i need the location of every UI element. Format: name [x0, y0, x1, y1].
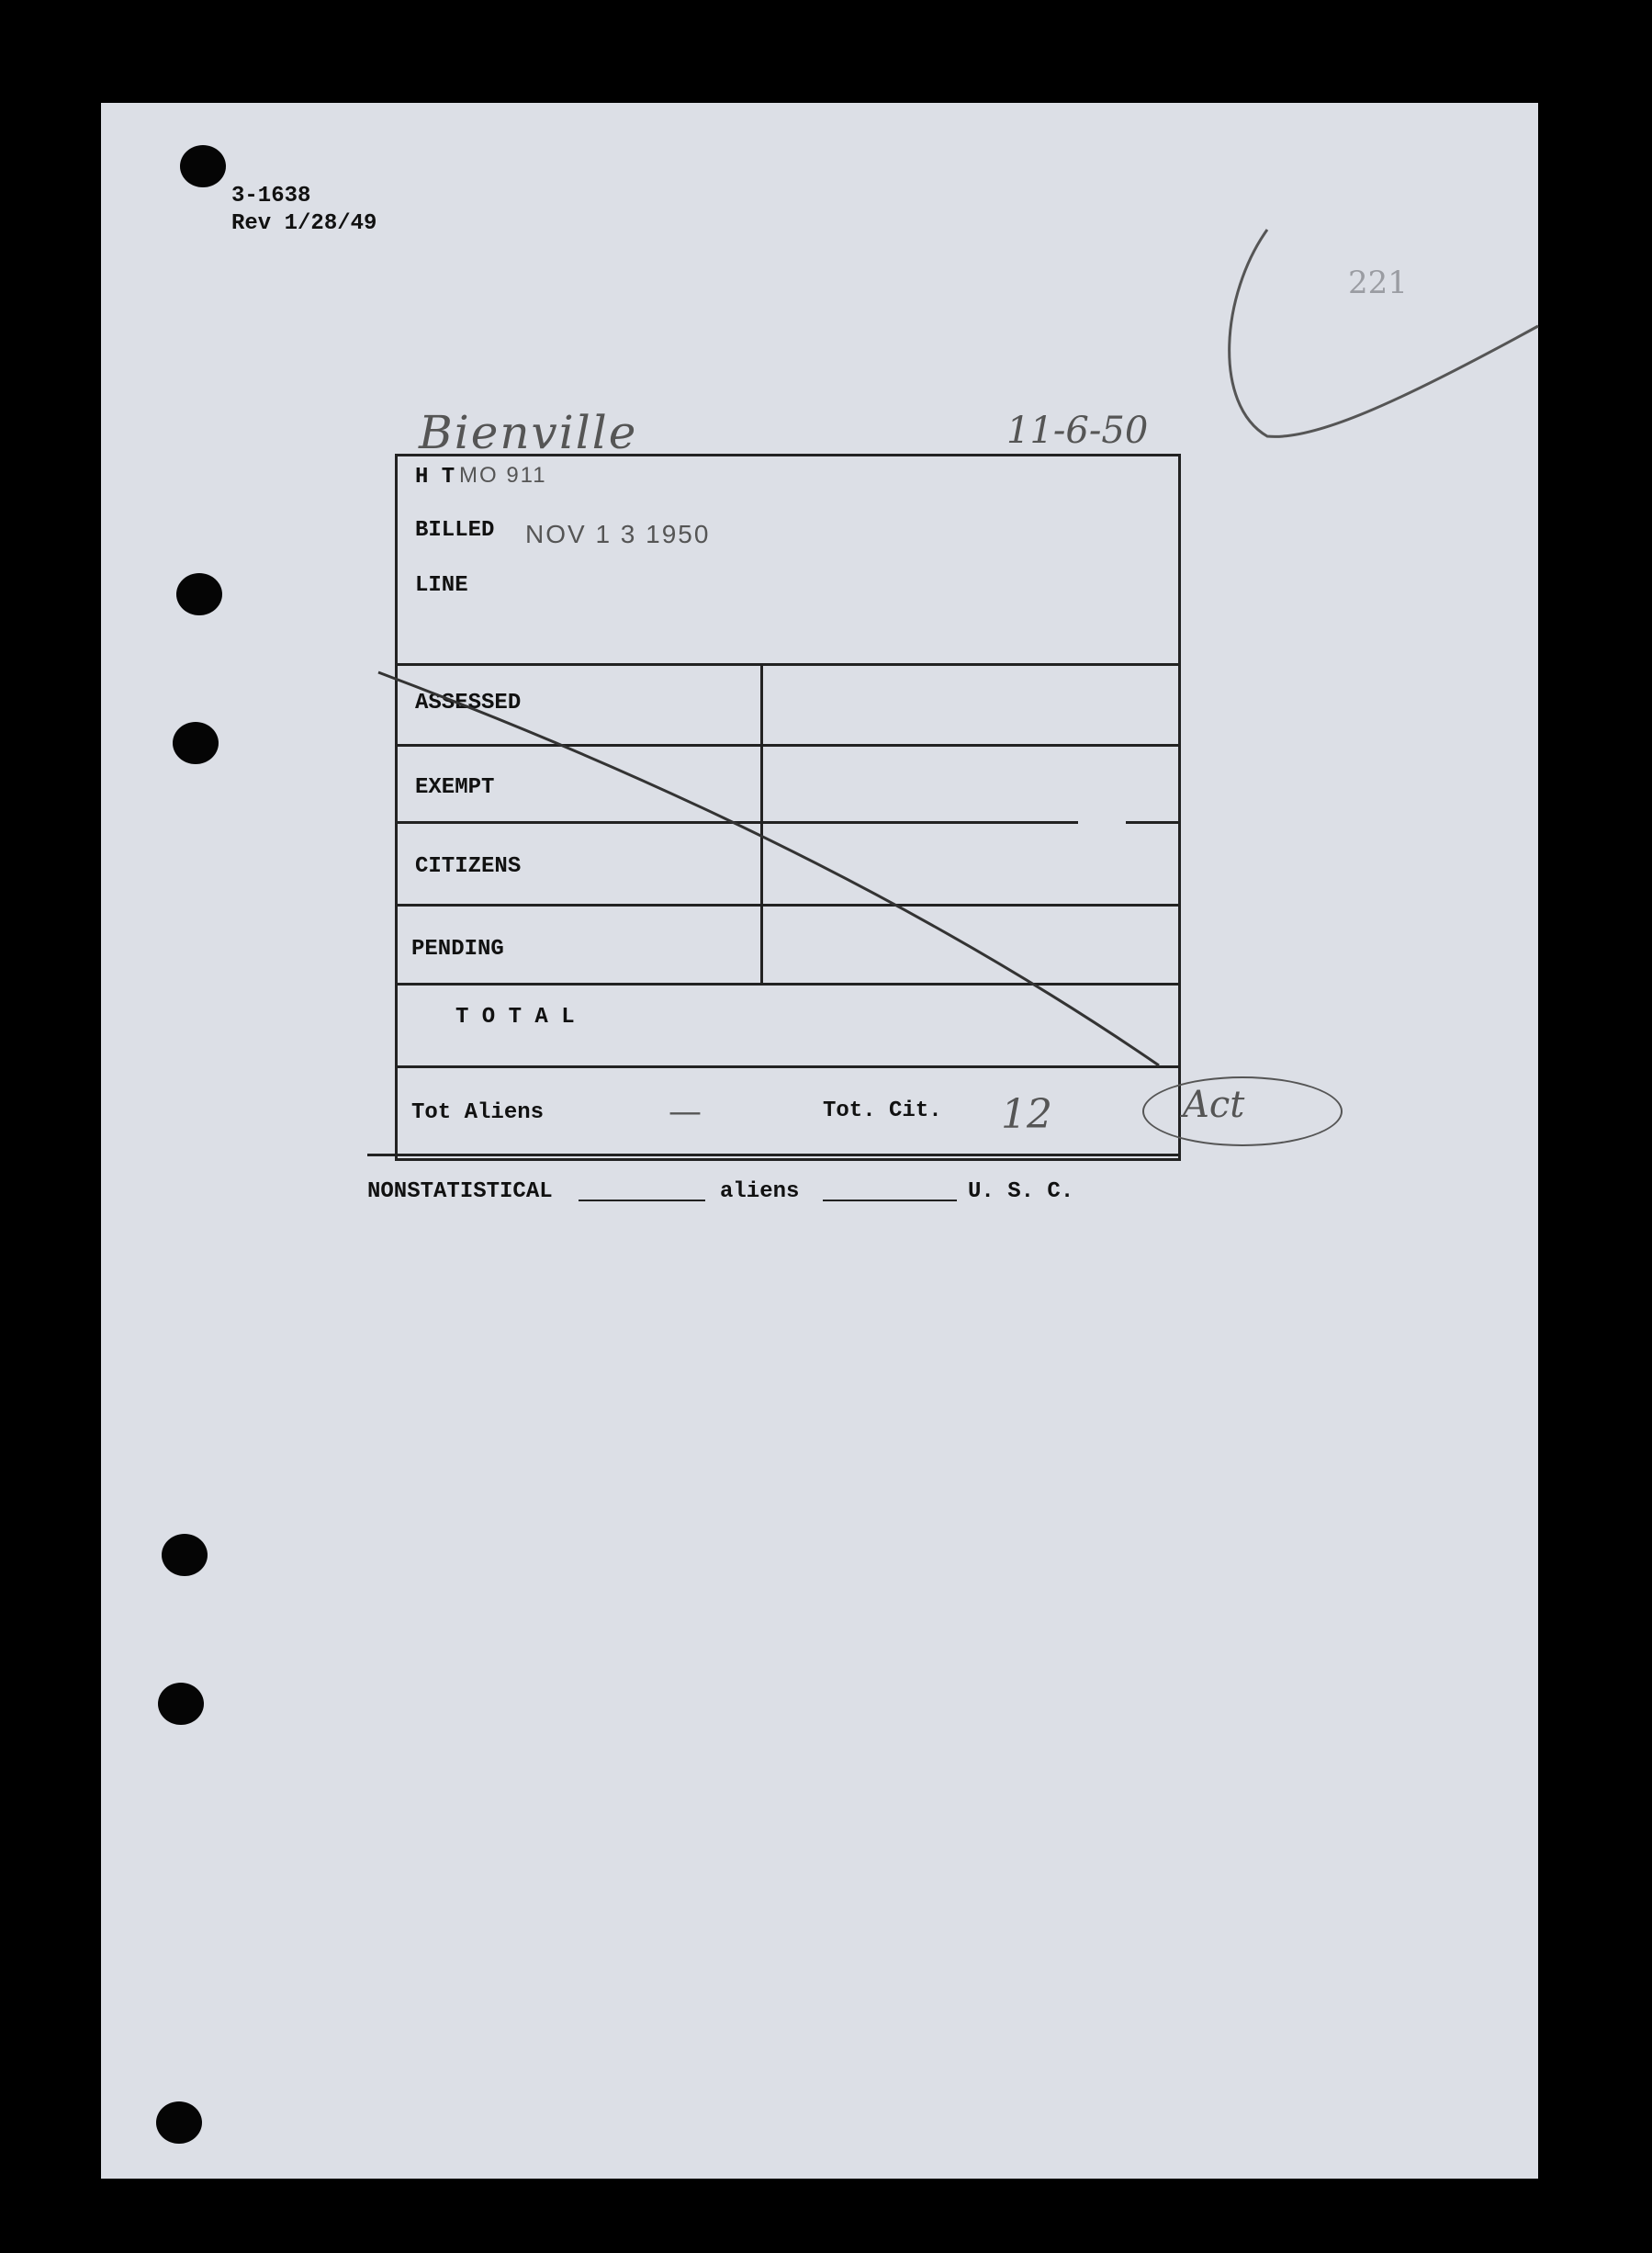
page-number: 221 — [1348, 265, 1408, 301]
row-label-citizens: CITIZENS — [415, 854, 522, 879]
ht-label: H T — [415, 465, 455, 490]
billed-date-stamp: NOV 1 3 1950 — [525, 520, 711, 548]
row-label-exempt: EXEMPT — [415, 775, 495, 800]
tot-aliens-label: Tot Aliens — [411, 1100, 545, 1125]
row-label-assessed: ASSESSED — [415, 691, 522, 715]
usc-label: U. S. C. — [968, 1179, 1074, 1204]
ht-stamp: MO 911 — [459, 463, 547, 488]
tot-cit-value: 12 — [1001, 1091, 1052, 1138]
nonstatistical-label: NONSTATISTICAL — [367, 1179, 553, 1204]
ship-name: Bienville — [419, 406, 638, 459]
form-revision: Rev 1/28/49 — [231, 211, 377, 236]
line-label: LINE — [415, 573, 468, 598]
total-label: T O T A L — [455, 1005, 575, 1030]
handwritten-date: 11-6-50 — [1006, 410, 1149, 452]
circled-note-text: Act — [1183, 1084, 1245, 1126]
billed-label: BILLED — [415, 518, 495, 543]
form-number: 3-1638 — [231, 184, 311, 208]
nonstatistical-blank — [579, 1200, 705, 1201]
tot-cit-label: Tot. Cit. — [823, 1098, 942, 1123]
aliens-blank — [823, 1200, 957, 1201]
aliens-label: aliens — [720, 1179, 800, 1204]
row-label-pending: PENDING — [411, 937, 504, 962]
tot-aliens-value: — — [669, 1093, 702, 1131]
